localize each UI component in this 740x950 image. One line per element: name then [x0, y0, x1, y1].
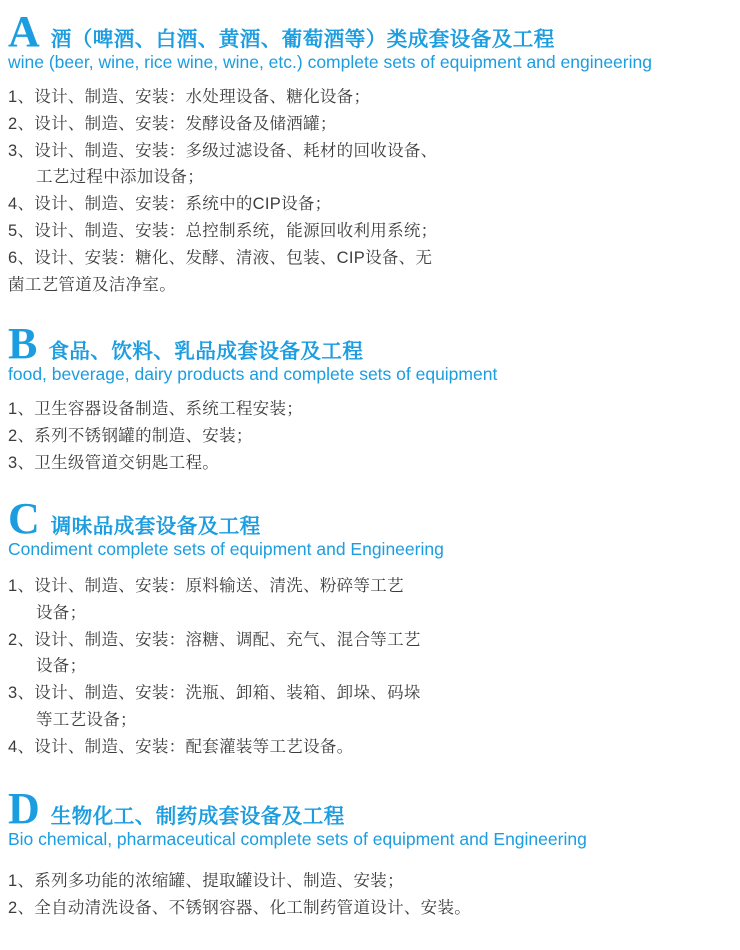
list-line: 1、卫生容器设备制造、系统工程安装；	[8, 400, 304, 418]
section-b	[8, 319, 732, 385]
section-a-title-zh: 酒（啤酒、白酒、黄酒、葡萄酒等）类成套设备及工程	[50, 28, 555, 51]
section-d-letter: D	[8, 784, 40, 833]
list-line: 设备；	[36, 657, 87, 676]
list-line: 4、设计、制造、安装：系统中的CIP设备；	[8, 195, 332, 214]
section-d-list	[8, 868, 732, 922]
list-line: 3、卫生级管道交钥匙工程。	[8, 453, 220, 472]
section-b-header	[8, 319, 732, 368]
list-line: 1、设计、制造、安装：原料输送、清洗、粉碎等工艺	[8, 577, 404, 595]
list-line: 菌工艺管道及洁净室。	[8, 275, 176, 294]
section-c	[8, 494, 732, 560]
section-c-title-zh: 调味品成套设备及工程	[50, 515, 261, 538]
list-line: 设备；	[36, 603, 87, 622]
section-c-list	[8, 573, 732, 761]
list-line: 5、设计、制造、安装：总控制系统，能源回收利用系统；	[8, 221, 438, 240]
section-a-letter: A	[8, 7, 40, 56]
section-c-letter: C	[8, 494, 40, 543]
list-line: 4、设计、制造、安装：配套灌装等工艺设备。	[8, 737, 354, 756]
list-line: 2、设计、制造、安装：溶糖、调配、充气、混合等工艺	[8, 630, 421, 649]
list-line: 3、设计、制造、安装：洗瓶、卸箱、装箱、卸垛、码垛	[8, 684, 421, 703]
list-line: 1、系列多功能的浓缩罐、提取罐设计、制造、安装；	[8, 872, 404, 890]
section-c-title-en: Condiment complete sets of equipment and Engineering	[8, 539, 444, 559]
section-c-header	[8, 494, 732, 543]
section-b-title-en: food, beverage, dairy products and complete sets of equipment	[8, 364, 498, 384]
list-line: 3、设计、制造、安装：多级过滤设备、耗材的回收设备、	[8, 141, 438, 160]
list-line: 2、系列不锈钢罐的制造、安装；	[8, 426, 253, 445]
section-b-letter: B	[8, 319, 38, 368]
section-a-list	[8, 84, 732, 298]
section-d-header	[8, 784, 732, 833]
list-line: 1、设计、制造、安装：水处理设备、糖化设备；	[8, 88, 371, 106]
section-b-title-zh: 食品、饮料、乳品成套设备及工程	[48, 340, 364, 363]
section-a-title-en: wine (beer, wine, rice wine, wine, etc.) complete sets of equipment and engineering	[8, 52, 652, 72]
section-a-header	[8, 7, 732, 56]
section-b-list	[8, 396, 732, 476]
list-line: 2、全自动清洗设备、不锈钢容器、化工制药管道设计、安装。	[8, 898, 472, 917]
list-line: 6、设计、安装：糖化、发酵、清液、包装、CIP设备、无	[8, 248, 433, 267]
list-line: 等工艺设备；	[36, 710, 137, 729]
list-line: 2、设计、制造、安装：发酵设备及储酒罐；	[8, 114, 337, 133]
section-d-title-zh: 生物化工、制药成套设备及工程	[50, 805, 345, 828]
section-a	[8, 7, 732, 73]
section-d	[8, 784, 732, 850]
section-d-title-en: Bio chemical, pharmaceutical complete sets of equipment and Engineering	[8, 829, 587, 849]
list-line: 工艺过程中添加设备；	[36, 168, 204, 187]
